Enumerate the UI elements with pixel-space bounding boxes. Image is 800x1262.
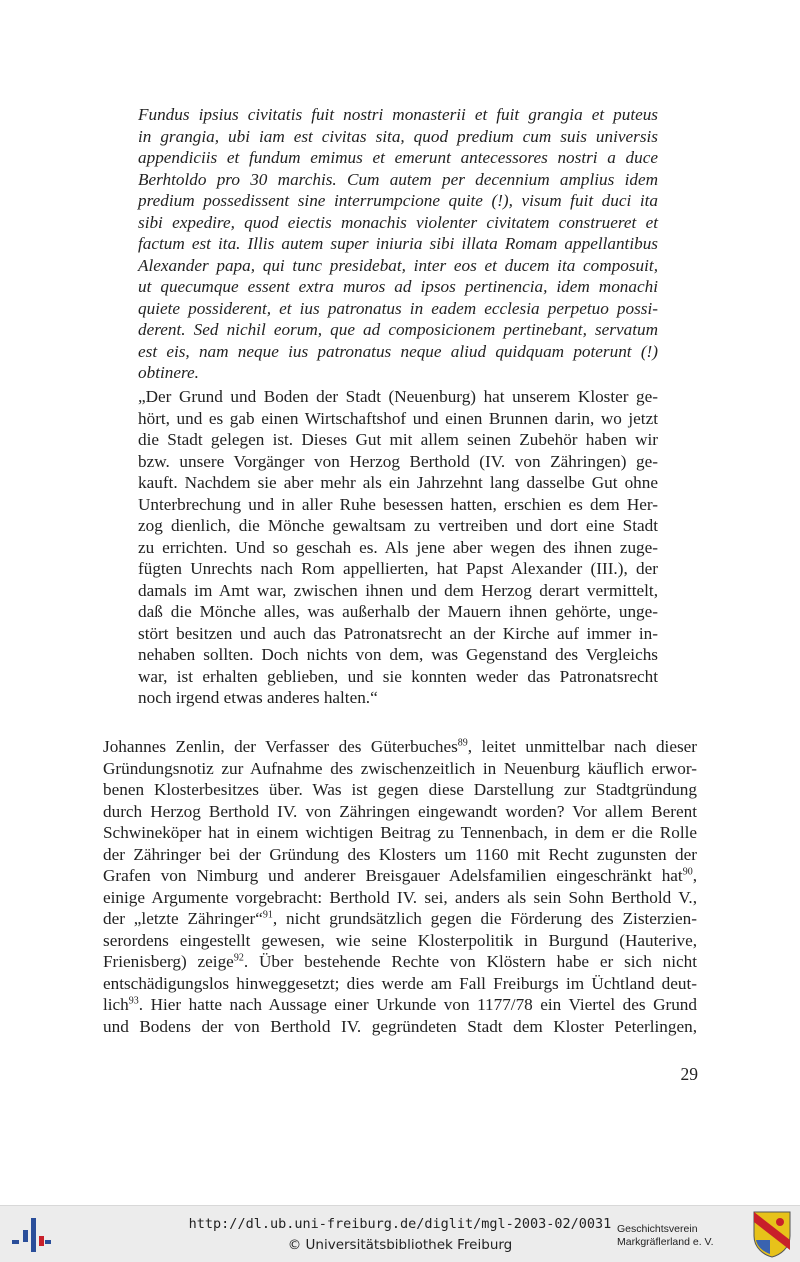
text-line: nehaben sollten. Doch nichts von dem, was Gegenstand des Vergleichs [138, 645, 658, 664]
text-run: Frienisberg) zeige [103, 952, 234, 971]
text-run: Gründungsnotiz zur Aufnahme des zwischenzeitlich in Neuenburg käuflich erwor- [103, 758, 697, 778]
text-line [103, 1016, 697, 1038]
text-run: und Bodens der von Berthold IV. gegründeten Stadt dem Kloster Peterlingen, [103, 1016, 697, 1036]
footnote-marker[interactable]: 92 [233, 952, 244, 964]
footnote-marker[interactable]: 93 [128, 995, 139, 1007]
text-line [103, 844, 697, 866]
viewer-footer [0, 1205, 800, 1262]
text-line: zu errichten. Und so geschah es. Als jene aber wegen des ihnen zuge- [138, 537, 658, 557]
text-line: sibi expedire, quod eiectis monachis violenter civitatem construeret et [138, 212, 658, 232]
text-line: „Der Grund und Boden der Stadt (Neuenburg) hat unserem Kloster ge- [138, 387, 658, 406]
text-line: Alexander papa, qui tunc presidebat, inter eos et ducem ita composuit, [138, 255, 658, 275]
text-run: . Hier hatte nach Aussage einer Urkunde von 1177/78 ein Viertel des Grund [138, 995, 697, 1014]
society-name-line1: Geschichtsverein [617, 1223, 698, 1235]
text-run: Schwineköper hat in einem wichtigen Beitrag zu Tennenbach, in dem er die Rolle [103, 823, 697, 842]
text-run: durch Herzog Berthold IV. von Zähringen eingewandt worden? Vor allem Berent [103, 801, 697, 821]
copyright-notice: © Universitätsbibliothek Freiburg [287, 1237, 513, 1253]
text-run: , leitet unmittelbar nach dieser [467, 737, 697, 756]
text-line: Berhtoldo pro 30 marchis. Cum autem per decennium amplius idem [138, 169, 658, 189]
text-line [103, 951, 697, 973]
text-run: lich [103, 995, 129, 1014]
text-line: appendiciis et fundum emimus et emerunt antecessores nostri a duce [138, 148, 658, 167]
text-line: quiete possiderent, et ius patronatus in eadem ecclesia perpetuo possi- [138, 298, 658, 318]
text-line [103, 779, 697, 801]
text-run: Grafen von Nimburg und anderer Breisgauer Adelsfamilien eingeschränkt hat [103, 866, 683, 885]
text-line: war, ist erhalten geblieben, und sie konnten weder das Patronatsrecht [138, 666, 658, 686]
document-url[interactable]: http://dl.ub.uni-freiburg.de/diglit/mgl-2003-02/0031 [188, 1216, 612, 1232]
text-line: ut quecumque essent extra muros ad ipsos pertinencia, idem monachi [138, 277, 658, 296]
footnote-marker[interactable]: 91 [262, 909, 273, 921]
text-line [103, 822, 697, 844]
text-run: entschädigungslos hinweggesetzt; dies werde am Fall Freiburgs im Üchtland deut- [103, 973, 697, 993]
text-line: stört besitzen und auch das Patronatsrecht an der Kirche auf immer in- [138, 623, 658, 643]
text-line: obtinere. [138, 363, 199, 382]
german-translation [138, 386, 658, 709]
text-run: serordens eingestellt gewesen, wie seine Klosterpolitik in Burgund (Hauterive, [103, 930, 697, 950]
text-line [103, 930, 697, 952]
text-line: kauft. Nachdem sie aber mehr als ein Jahrzehnt lang dasselbe Gut ohne [138, 473, 658, 492]
coat-of-arms-icon [752, 1210, 792, 1258]
text-run: . Über bestehende Rechte von Klöstern habe er sich nicht [243, 952, 697, 971]
text-line: derent. Sed nichil eorum, que ad composicionem pertinebant, servatum [138, 320, 658, 339]
text-run: benen Klosterbesitzes über. Was ist gegen diese Darstellung zur Stadtgründung [103, 780, 697, 799]
text-line [103, 973, 697, 995]
text-line: die Stadt gelegen ist. Dieses Gut mit allem seinen Zubehör haben wir [138, 430, 658, 449]
text-run: , [692, 866, 697, 885]
text-line [103, 994, 697, 1016]
text-line [103, 758, 697, 780]
text-line: bzw. unsere Vorgänger von Herzog Berthold (IV. von Zähringen) ge- [138, 451, 658, 471]
text-line [103, 865, 697, 887]
text-line: fügten Unrechts nach Rom appellierten, hat Papst Alexander (III.), der [138, 559, 658, 578]
text-line [103, 736, 697, 758]
text-run: der Zähringer bei der Gründung des Klosters um 1160 mit Recht zugunsten der [103, 844, 697, 864]
footnote-marker[interactable]: 90 [682, 866, 693, 878]
body-paragraph [103, 736, 697, 1037]
text-line: hört, und es gab einen Wirtschaftshof und einen Brunnen darin, wo jetzt [138, 408, 658, 428]
text-line: damals im Amt war, zwischen ihnen und dem Herzog derart vermittelt, [138, 580, 658, 600]
text-line: in grangia, ubi iam est civitas sita, quod predium cum suis universis [138, 126, 658, 146]
text-run: einige Argumente vorgebracht: Berthold IV. sei, anders als sein Sohn Berthold V., [103, 887, 697, 907]
society-name [617, 1223, 747, 1249]
text-line: factum est ita. Illis autem super iniuria sibi illata Romam appellantibus [138, 234, 658, 253]
text-line [103, 801, 697, 823]
text-line: daß die Mönche alles, was außerhalb der Mauern ihnen gehörte, unge- [138, 602, 658, 621]
text-line: est eis, nam neque ius patronatus neque aliud quidquam poterunt (!) [138, 341, 658, 361]
footnote-marker[interactable]: 89 [457, 737, 468, 749]
text-line [103, 887, 697, 909]
text-run: Johannes Zenlin, der Verfasser des Güterbuches [103, 737, 458, 756]
text-line: noch irgend etwas anderes halten.“ [138, 688, 378, 707]
text-line: zog dienlich, die Mönche gewaltsam zu vertreiben und dort eine Stadt [138, 516, 658, 535]
latin-quote [138, 104, 658, 384]
text-run: , nicht grundsätzlich gegen die Förderung des Zisterzien- [272, 909, 697, 928]
text-line [103, 908, 697, 930]
page-number: 29 [680, 1064, 698, 1084]
text-line: Unterbrechung und in aller Ruhe besessen hatten, erschien es dem Her- [138, 494, 658, 514]
text-run: der „letzte Zähringer“ [103, 909, 263, 928]
text-line: Fundus ipsius civitatis fuit nostri monasterii et fuit grangia et puteus [138, 105, 658, 124]
text-line: predium possedissent sine interrumpcione quite (!), visum fuit duci ita [138, 191, 658, 210]
society-name-line2: Markgräflerland e. V. [617, 1236, 714, 1248]
